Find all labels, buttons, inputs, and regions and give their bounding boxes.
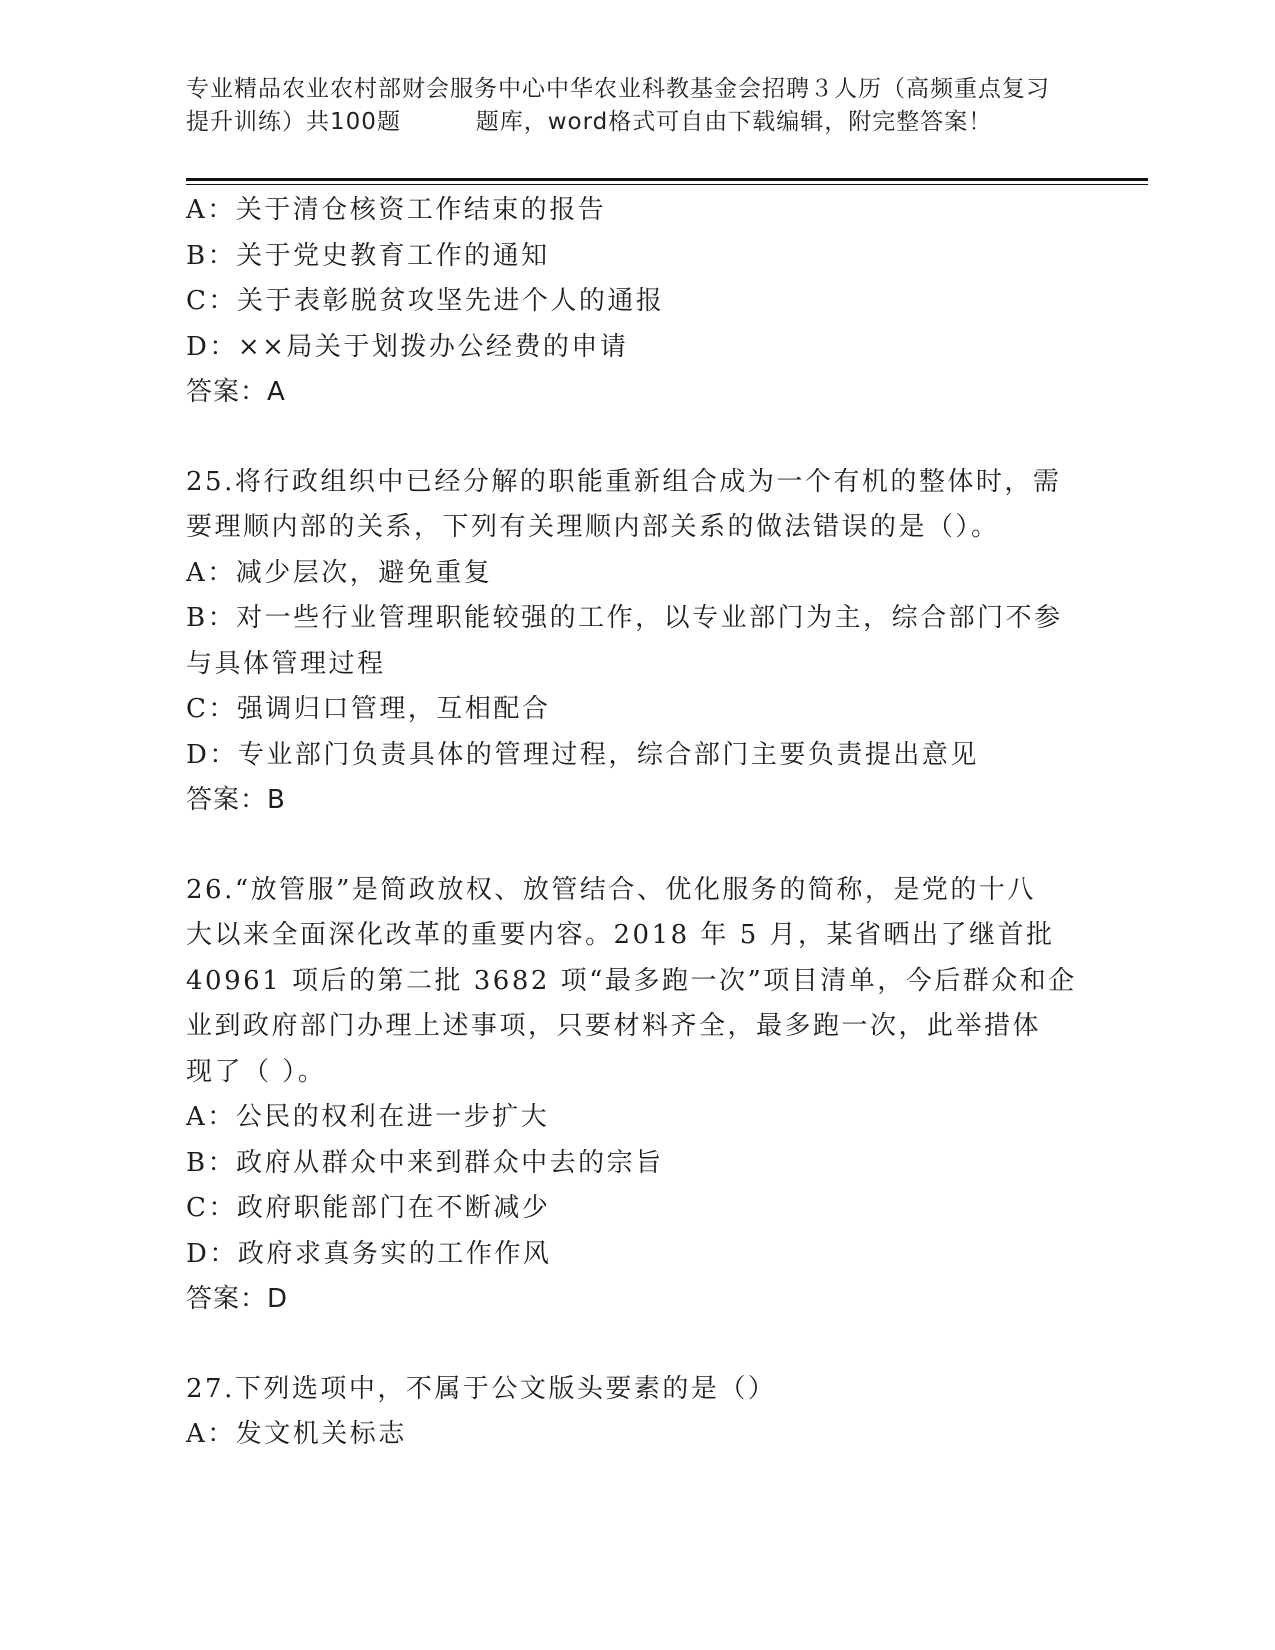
option-line: C：强调归口管理，互相配合	[186, 694, 551, 724]
option-line: B：对一些行业管理职能较强的工作，以专业部门为主，综合部门不参	[186, 603, 1063, 633]
question-block	[186, 1367, 1086, 1458]
document-header	[186, 73, 1086, 139]
question-line: 大以来全面深化改革的重要内容。2018 年 5 月，某省晒出了继首批	[186, 920, 1055, 950]
option-line: A：减少层次，避免重复	[186, 557, 493, 588]
option-line: D：政府求真务实的工作作风	[186, 1238, 552, 1269]
question-line: 现了（ ）。	[186, 1056, 327, 1087]
question-block	[186, 460, 1086, 824]
option-line: 与具体管理过程	[186, 648, 386, 679]
block-spacer	[186, 824, 1086, 868]
header-title-line-2: 提升训练）共100题 题库，word格式可自由下载编辑，附完整答案！	[186, 109, 993, 135]
question-block	[186, 868, 1086, 1323]
option-line: A：公民的权利在进一步扩大	[186, 1102, 550, 1132]
option-line: C：政府职能部门在不断减少	[186, 1193, 551, 1223]
question-line: 要理顺内部的关系，下列有关理顺内部关系的做法错误的是（）。	[186, 512, 1000, 542]
block-spacer	[186, 1323, 1086, 1367]
option-line: D：××局关于划拨办公经费的申请	[186, 331, 629, 362]
question-line: 业到政府部门办理上述事项，只要材料齐全，最多跑一次，此举措体	[186, 1011, 1042, 1041]
question-block	[186, 188, 1086, 416]
question-line: 27.下列选项中，不属于公文版头要素的是（）	[186, 1373, 777, 1404]
option-line: A：关于清仓核资工作结束的报告	[186, 195, 607, 225]
header-title-line-1: 专业精品农业农村部财会服务中心中华农业科教基金会招聘３人历（高频重点复习	[186, 76, 1050, 102]
option-line: A：发文机关标志	[186, 1419, 407, 1449]
option-line: B：关于党史教育工作的通知	[186, 240, 550, 271]
header-rule-thick	[186, 178, 1148, 181]
option-line: D：专业部门负责具体的管理过程，综合部门主要负责提出意见	[186, 739, 979, 770]
answer-line: 答案：D	[186, 1284, 289, 1314]
option-line: C：关于表彰脱贫攻坚先进个人的通报	[186, 286, 665, 316]
answer-line: 答案：B	[186, 785, 286, 815]
question-list	[186, 188, 1086, 1458]
header-rule-thin	[186, 184, 1148, 185]
answer-line: 答案：A	[186, 377, 286, 407]
option-line: B：政府从群众中来到群众中去的宗旨	[186, 1147, 664, 1178]
block-spacer	[186, 416, 1086, 460]
question-line: 26.“放管服”是简政放权、放管结合、优化服务的简称，是党的十八	[186, 874, 1036, 905]
question-line: 40961 项后的第二批 3682 项“最多跑一次”项目清单，今后群众和企	[186, 965, 1077, 996]
question-line: 25.将行政组织中已经分解的职能重新组合成为一个有机的整体时，需	[186, 466, 1062, 497]
